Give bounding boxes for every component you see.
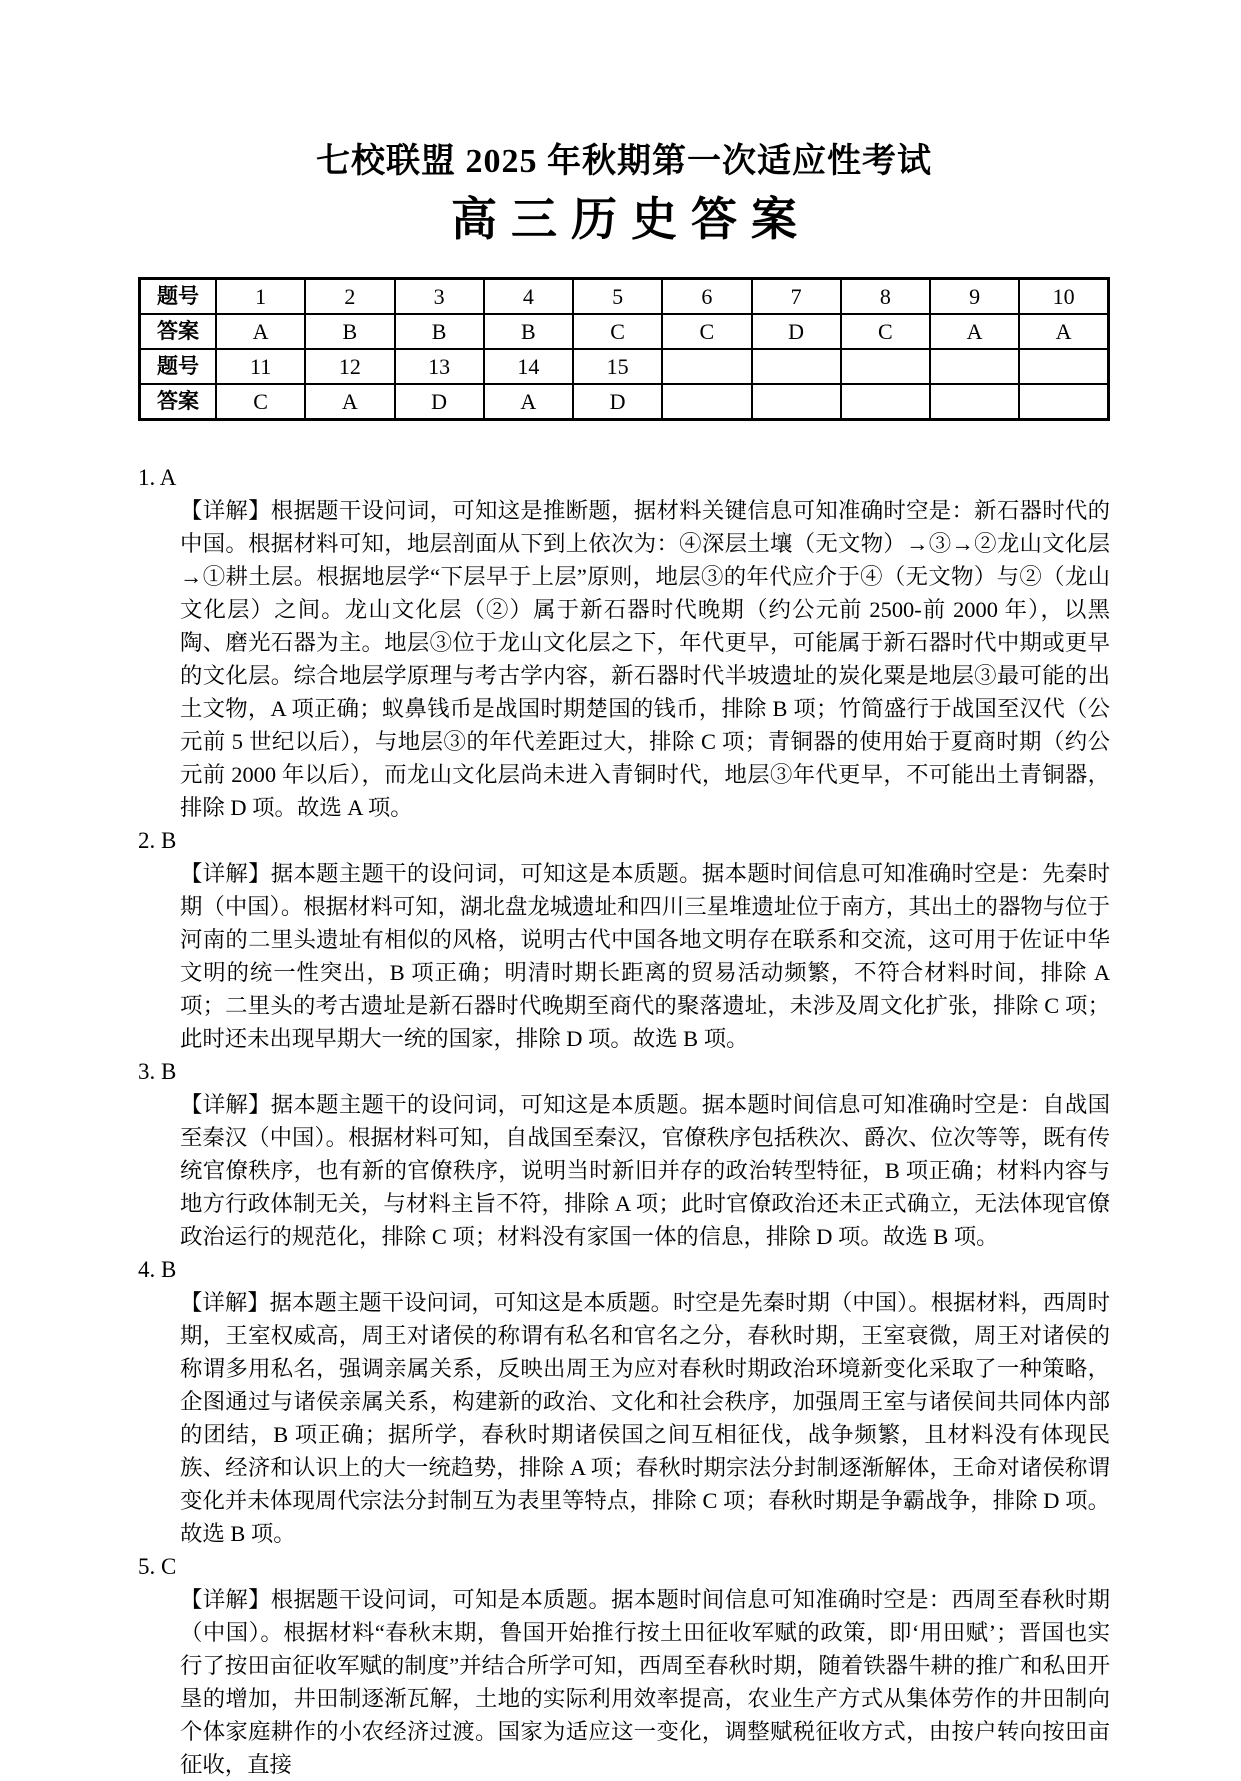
empty-cell	[1019, 384, 1108, 420]
answer-cell: C	[216, 384, 305, 420]
question-number-cell: 7	[752, 279, 841, 315]
explanation-detail: 【详解】据本题主题干设问词，可知这是本质题。时空是先秦时期（中国）。根据材料，西周时期，王室权威高，周王对诸侯的称谓有私名和官名之分，春秋时期，王室衰微，周王对诸侯的称谓多用私名，强调亲属关系，反映出周王为应对春秋时期政治环境新变化采取了一种策略，企图通过与诸侯亲属关系，构建新的政治、文化和社会秩序，加强周王室与诸侯间共同体内部的团结，B 项正确；据所学，春秋时期诸侯国之间互相征伐，战争频繁，且材料没有体现民族、经济和认识上的大一统趋势，排除 A 项；春秋时期宗法分封制逐渐解体，王命对诸侯称谓变化并未体现周代宗法分封制互为表里等特点，排除 C 项；春秋时期是争霸战争，排除 D 项。故选 B 项。	[180, 1290, 1110, 1546]
table-row-question-numbers-1-10	[140, 279, 1109, 315]
question-number-cell: 4	[484, 279, 573, 315]
answer-cell: A	[305, 384, 394, 420]
page-subtitle: 高三历史答案	[451, 194, 811, 245]
question-number-cell: 11	[216, 349, 305, 384]
answer-cell: A	[930, 314, 1019, 349]
question-number-cell: 14	[484, 349, 573, 384]
answer-cell: D	[573, 384, 662, 420]
row-header: 答案	[140, 384, 217, 420]
explanation-label: 5. C	[138, 1554, 177, 1579]
row-header: 题号	[140, 349, 217, 384]
explanation-item-1	[138, 461, 1110, 824]
explanation-item-4	[138, 1253, 1110, 1550]
row-header: 答案	[140, 314, 217, 349]
empty-cell	[930, 349, 1019, 384]
explanation-label: 2. B	[138, 828, 177, 853]
answer-cell: D	[752, 314, 841, 349]
question-number-cell: 9	[930, 279, 1019, 315]
explanation-item-5	[138, 1550, 1110, 1781]
answer-cell: A	[484, 384, 573, 420]
table-row-answers-11-15	[140, 384, 1109, 420]
document-page	[138, 0, 1110, 1781]
empty-cell	[1019, 349, 1108, 384]
empty-cell	[662, 349, 751, 384]
answer-table	[138, 277, 1110, 421]
question-number-cell: 5	[573, 279, 662, 315]
explanation-item-2	[138, 824, 1110, 1055]
answer-cell: C	[573, 314, 662, 349]
empty-cell	[752, 384, 841, 420]
explanation-detail: 【详解】据本题主题干的设问词，可知这是本质题。据本题时间信息可知准确时空是：自战国至秦汉（中国）。根据材料可知，自战国至秦汉，官僚秩序包括秩次、爵次、位次等等，既有传统官僚秩序，也有新的官僚秩序，说明当时新旧并存的政治转型特征，B 项正确；材料内容与地方行政体制无关，与材料主旨不符，排除 A 项；此时官僚政治还未正式确立，无法体现官僚政治运行的规范化，排除 C 项；材料没有家国一体的信息，排除 D 项。故选 B 项。	[180, 1092, 1110, 1249]
explanation-label: 3. B	[138, 1059, 177, 1084]
question-number-cell: 3	[395, 279, 484, 315]
answer-cell: B	[305, 314, 394, 349]
explanation-label: 4. B	[138, 1257, 177, 1282]
question-number-cell: 15	[573, 349, 662, 384]
empty-cell	[841, 384, 930, 420]
answer-cell: B	[395, 314, 484, 349]
table-row-question-numbers-11-15	[140, 349, 1109, 384]
empty-cell	[930, 384, 1019, 420]
question-number-cell: 10	[1019, 279, 1108, 315]
row-header: 题号	[140, 279, 217, 315]
answer-cell: A	[216, 314, 305, 349]
question-number-cell: 8	[841, 279, 930, 315]
answer-cell: B	[484, 314, 573, 349]
question-number-cell: 12	[305, 349, 394, 384]
explanation-label: 1. A	[138, 465, 177, 490]
question-number-cell: 1	[216, 279, 305, 315]
answer-cell: C	[841, 314, 930, 349]
question-number-cell: 6	[662, 279, 751, 315]
explanation-detail: 【详解】根据题干设问词，可知这是推断题，据材料关键信息可知准确时空是：新石器时代的中国。根据材料可知，地层剖面从下到上依次为：④深层土壤（无文物）→③→②龙山文化层→①耕土层。根据地层学“下层早于上层”原则，地层③的年代应介于④（无文物）与②（龙山文化层）之间。龙山文化层（②）属于新石器时代晚期（约公元前 2500-前 2000 年），以黑陶、磨光石器为主。地层③位于龙山文化层之下，年代更早，可能属于新石器时代中期或更早的文化层。综合地层学原理与考古学内容，新石器时代半坡遗址的炭化粟是地层③最可能的出土文物，A 项正确；蚁鼻钱币是战国时期楚国的钱币，排除 B 项；竹简盛行于战国至汉代（公元前 5 世纪以后），与地层③的年代差距过大，排除 C 项；青铜器的使用始于夏商时期（约公元前 2000 年以后），而龙山文化层尚未进入青铜时代，地层③年代更早，不可能出土青铜器，排除 D 项。故选 A 项。	[180, 498, 1110, 820]
page-title: 七校联盟 2025 年秋期第一次适应性考试	[316, 143, 932, 180]
answer-cell: A	[1019, 314, 1108, 349]
empty-cell	[841, 349, 930, 384]
question-number-cell: 13	[395, 349, 484, 384]
explanations-section	[138, 461, 1110, 1781]
explanation-detail: 【详解】根据题干设问词，可知是本质题。据本题时间信息可知准确时空是：西周至春秋时期（中国）。根据材料“春秋末期，鲁国开始推行按土田征收军赋的政策，即‘用田赋’；晋国也实行了按田亩征收军赋的制度”并结合所学可知，西周至春秋时期，随着铁器牛耕的推广和私田开垦的增加，井田制逐渐瓦解，土地的实际利用效率提高，农业生产方式从集体劳作的井田制向个体家庭耕作的小农经济过渡。国家为适应这一变化，调整赋税征收方式，由按户转向按田亩征收，直接	[180, 1587, 1110, 1777]
answer-cell: D	[395, 384, 484, 420]
empty-cell	[752, 349, 841, 384]
table-row-answers-1-10	[140, 314, 1109, 349]
empty-cell	[662, 384, 751, 420]
explanation-item-3	[138, 1055, 1110, 1253]
question-number-cell: 2	[305, 279, 394, 315]
explanation-detail: 【详解】据本题主题干的设问词，可知这是本质题。据本题时间信息可知准确时空是：先秦时期（中国）。根据材料可知，湖北盘龙城遗址和四川三星堆遗址位于南方，其出土的器物与位于河南的二里头遗址有相似的风格，说明古代中国各地文明存在联系和交流，这可用于佐证中华文明的统一性突出，B 项正确；明清时期长距离的贸易活动频繁，不符合材料时间，排除 A 项；二里头的考古遗址是新石器时代晚期至商代的聚落遗址，未涉及周文化扩张，排除 C 项；此时还未出现早期大一统的国家，排除 D 项。故选 B 项。	[180, 861, 1110, 1051]
answer-cell: C	[662, 314, 751, 349]
